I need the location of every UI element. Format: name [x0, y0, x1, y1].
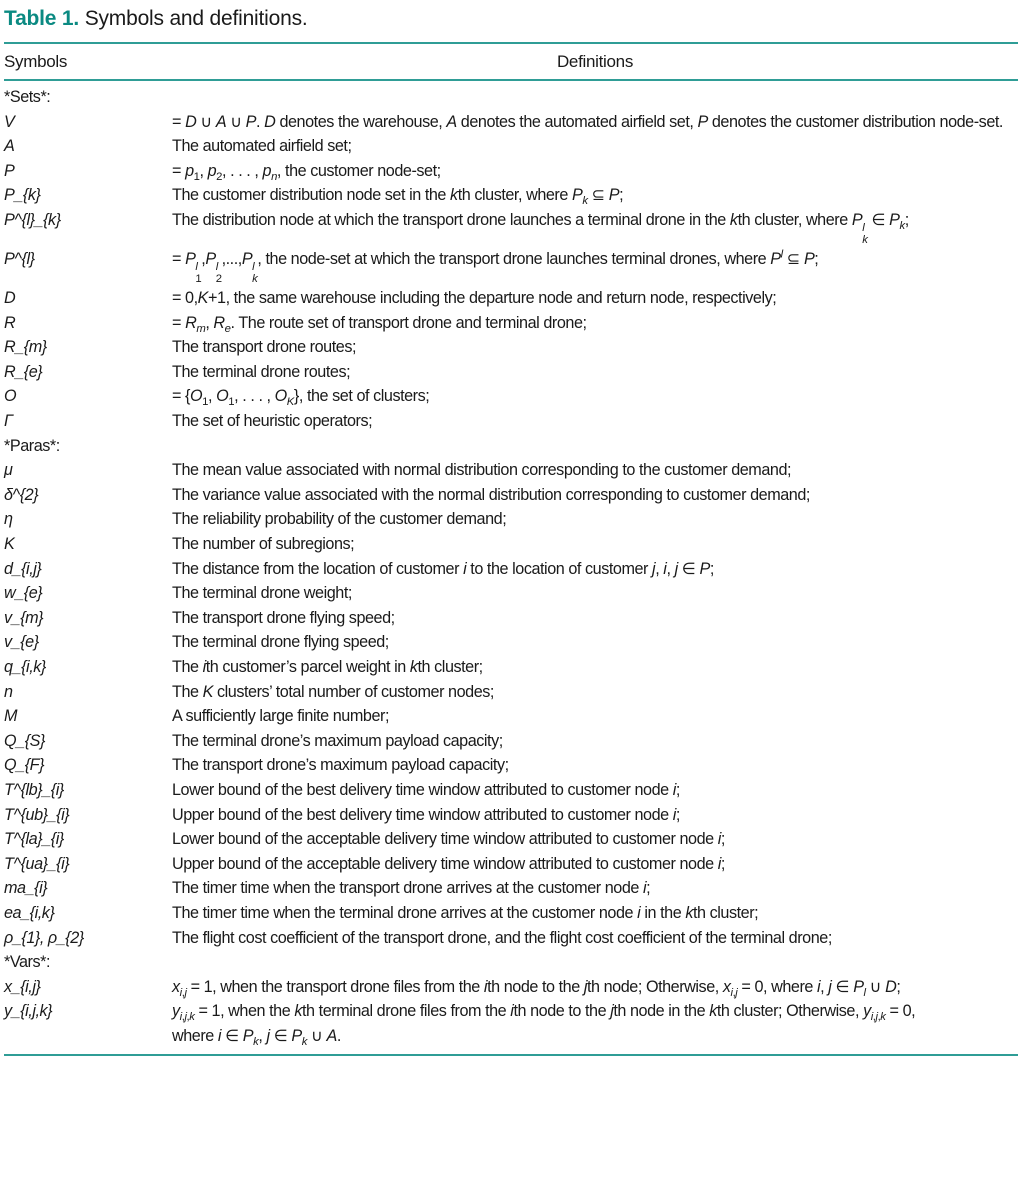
table-row — [4, 286, 1018, 311]
table-row — [4, 655, 1018, 680]
symbol-cell: T^{ub}_{i} — [4, 805, 70, 824]
symbol-cell: R_{e} — [4, 362, 43, 381]
definition-cell: The terminal drone weight; — [172, 584, 352, 603]
definition-cell: The number of subregions; — [172, 535, 355, 553]
group-heading-row — [4, 85, 1018, 110]
definition-cell: The transport drone flying speed; — [172, 608, 395, 627]
table-row — [4, 409, 1018, 434]
definition-cell: The distribution node at which the transport drone launches a terminal drone in the kth cluster, where P l k ∈ $P_k$; — [172, 210, 909, 247]
symbol-cell: T^{lb}_{i} — [4, 780, 64, 799]
symbol-cell: v_{e} — [4, 633, 39, 652]
definition-cell: The ith customer’s parcel weight in kth cluster; — [172, 657, 483, 676]
table-row — [4, 581, 1018, 606]
symbol-cell: R_{m} — [4, 338, 47, 357]
symbol-cell: η — [4, 510, 13, 529]
symbol-cell: ρ_{1}, ρ_{2} — [4, 928, 84, 947]
symbol-cell: A — [4, 137, 15, 156]
symbol-cell: P — [4, 161, 15, 180]
table-row — [4, 630, 1018, 655]
table-row — [4, 778, 1018, 803]
symbol-cell: R — [4, 313, 16, 332]
group-label: *Vars*: — [4, 953, 51, 972]
definition-cell: = P l 1 ,P l 2 ,...,P l k , the node-set at which the transport drone launches terminal drones, where $P^l$ ⊆ P; — [172, 248, 819, 286]
table-row — [4, 134, 1018, 159]
symbol-cell: n — [4, 682, 13, 701]
definition-cell: The mean value associated with normal distribution corresponding to the customer demand; — [172, 461, 792, 480]
table-row — [4, 704, 1018, 729]
definition-cell: The flight cost coefficient of the transport drone, and the flight cost coefficient of the terminal drone; — [172, 928, 832, 947]
group-heading-row — [4, 950, 1018, 975]
table-row — [4, 208, 1018, 247]
definition-cell: The customer distribution node set in the kth cluster, where $P_k$ ⊆ P; — [172, 186, 624, 208]
symbols-table — [4, 2, 1018, 1056]
symbol-cell: P^{l} — [4, 250, 35, 269]
definition-cell: = $p_1$, $p_2$, . . . , $p_n$, the customer node-set; — [172, 161, 441, 184]
table-caption — [4, 2, 1018, 42]
definition-cell — [172, 950, 1018, 975]
table-row — [4, 507, 1018, 532]
symbol-cell: P_{k} — [4, 186, 41, 205]
symbol-cell: K — [4, 535, 15, 553]
table-row — [4, 999, 1018, 1048]
group-heading-row — [4, 434, 1018, 459]
definition-cell: = 0,K+1, the same warehouse including the departure node and return node, respectively; — [172, 289, 777, 308]
definition-cell: A sufficiently large finite number; — [172, 707, 389, 726]
table-row — [4, 852, 1018, 877]
caption-text: Symbols and definitions. — [84, 7, 308, 30]
bottom-rule — [4, 1054, 1018, 1056]
symbol-cell: O — [4, 387, 17, 406]
header-definitions: Definitions — [556, 51, 634, 71]
table-body — [4, 81, 1018, 1054]
symbol-cell: V — [4, 112, 15, 131]
definition-cell: Upper bound of the best delivery time window attributed to customer node i; — [172, 805, 680, 824]
table-row — [4, 360, 1018, 385]
symbol-cell: M — [4, 707, 18, 726]
symbol-cell: Q_{S} — [4, 731, 45, 750]
table-row — [4, 926, 1018, 951]
definition-cell: = $R_m$, $R_e$. The route set of transport drone and terminal drone; — [172, 313, 587, 335]
symbol-cell: Γ — [4, 412, 13, 431]
table-row — [4, 110, 1018, 135]
table-row — [4, 901, 1018, 926]
table-row — [4, 532, 1018, 557]
group-label: *Paras*: — [4, 436, 60, 455]
symbol-cell: q_{i,k} — [4, 657, 46, 676]
symbol-cell: T^{ua}_{i} — [4, 854, 70, 873]
definition-cell: The terminal drone flying speed; — [172, 633, 389, 652]
symbol-cell: δ^{2} — [4, 485, 39, 504]
table-row — [4, 159, 1018, 184]
definition-cell: = D ∪ A ∪ P. D denotes the warehouse, A denotes the automated airfield set, P denotes the customer distribution node-set. — [172, 112, 1003, 131]
definition-cell: The reliability probability of the customer demand; — [172, 510, 507, 529]
table-row — [4, 384, 1018, 409]
table-row — [4, 680, 1018, 705]
symbol-cell: ea_{i,k} — [4, 903, 55, 922]
definition-cell: $x_{i,j} = 1$, when the transport drone files from the ith node to the jth node; Otherwise, $x_{i,j} = 0$, where i, j ∈ $P_l$ ∪ D; — [172, 977, 901, 999]
definition-cell — [172, 85, 1018, 110]
table-row — [4, 557, 1018, 582]
symbol-cell: T^{la}_{i} — [4, 830, 64, 849]
symbol-cell: d_{i,j} — [4, 559, 42, 578]
definition-cell: The terminal drone’s maximum payload capacity; — [172, 731, 503, 750]
definition-cell: = {$O_1$, $O_1$, . . . , $O_K$}, the set of clusters; — [172, 387, 430, 409]
symbol-cell: D — [4, 289, 16, 308]
definition-cell — [172, 434, 1018, 459]
symbol-cell: x_{i,j} — [4, 977, 41, 996]
definition-cell: Lower bound of the acceptable delivery time window attributed to customer node i; — [172, 830, 725, 849]
table-row — [4, 975, 1018, 1000]
table-row — [4, 335, 1018, 360]
symbol-cell: w_{e} — [4, 584, 43, 603]
table-row — [4, 753, 1018, 778]
definition-cell: $y_{i,j,k} = 1$, when the kth terminal drone files from the ith node to the jth node in the kth cluster; Otherwise, $y_{i,j,k} = 0$, where i ∈ $P_k$, j ∈ $P_k$ ∪ A. — [172, 1002, 916, 1049]
table-row — [4, 876, 1018, 901]
symbol-cell: y_{i,j,k} — [4, 1002, 53, 1021]
table-row — [4, 247, 1018, 286]
table-row — [4, 803, 1018, 828]
table-header — [4, 44, 1018, 79]
symbol-cell: ma_{i} — [4, 879, 48, 898]
table-row — [4, 729, 1018, 754]
caption-label: Table 1. — [4, 7, 80, 30]
definition-cell: The set of heuristic operators; — [172, 412, 373, 431]
table-row — [4, 483, 1018, 508]
definition-cell: Lower bound of the best delivery time window attributed to customer node i; — [172, 780, 680, 799]
table-row — [4, 458, 1018, 483]
group-label: *Sets*: — [4, 88, 51, 106]
symbol-cell: μ — [4, 461, 13, 480]
definition-cell: The timer time when the terminal drone arrives at the customer node i in the kth cluster; — [172, 903, 759, 922]
table-row — [4, 183, 1018, 208]
definition-cell: Upper bound of the acceptable delivery time window attributed to customer node i; — [172, 854, 725, 873]
definition-cell: The variance value associated with the normal distribution corresponding to customer demand; — [172, 485, 810, 504]
definition-cell: The distance from the location of customer i to the location of customer j, i, j ∈ P; — [172, 559, 714, 578]
definition-cell: The automated airfield set; — [172, 137, 352, 156]
definition-cell: The K clusters’ total number of customer nodes; — [172, 682, 494, 701]
definition-cell: The terminal drone routes; — [172, 362, 351, 381]
symbol-cell: Q_{F} — [4, 756, 45, 775]
definition-cell: The timer time when the transport drone arrives at the customer node i; — [172, 879, 651, 898]
table-row — [4, 606, 1018, 631]
table-row — [4, 311, 1018, 336]
definition-cell: The transport drone routes; — [172, 338, 357, 357]
table-row — [4, 827, 1018, 852]
header-symbols: Symbols — [4, 51, 68, 71]
definition-cell: The transport drone’s maximum payload capacity; — [172, 756, 509, 775]
symbol-cell: v_{m} — [4, 608, 44, 627]
symbol-cell: P^{l}_{k} — [4, 210, 61, 229]
